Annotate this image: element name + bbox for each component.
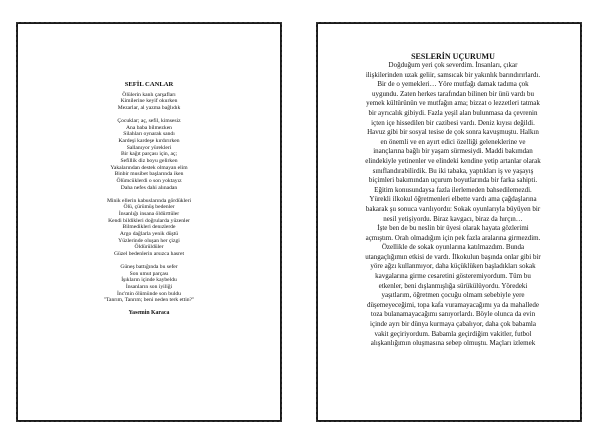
essay-line: Özellikle de sokak oyunlarına katılmazdım. Bunda xyxy=(381,243,525,252)
essay-line: sınıflandırabilirdik. Bu iki tabaka, yaptıkları iş ve yaşayış xyxy=(372,166,534,175)
essay xyxy=(348,52,558,349)
essay-line: en önemli ve en ayırt edici özelliği geleneklerine ve xyxy=(380,137,526,146)
poem-line: Minik ellerin kabuslarında gördükleri xyxy=(106,197,192,204)
essay-line: içinde ayrı bir dünya kurmaya çabalıyor, daha çok babamla xyxy=(370,320,536,329)
essay-line: Eğitim konusundaysa fazla ilerlemeden bahsedilemezdi. xyxy=(374,185,532,194)
essay-line: bakarak şu sonuca varılıyordu: Sokak oyunlarıyla büyüyen bir xyxy=(365,204,541,213)
poem-line: Sefillik diz boyu gelirken xyxy=(120,158,178,165)
poem-line: Bilmedikleri denızlerde xyxy=(122,224,176,231)
poem-line: Silahları oynarak sandı xyxy=(123,131,175,138)
poem xyxy=(18,82,280,317)
essay-line: Yürekli ilkokul öğretmenleri elbette vardı ama çağdaşlarına xyxy=(369,195,537,204)
poem-line: Sallanıyor yürekleri xyxy=(126,144,172,151)
essay-line: elindekiyle yetinenler ve elindeki kendine yetip artanlar olarak xyxy=(365,156,541,165)
poem-line: Ölülerin kanlı çarşafları xyxy=(122,91,176,98)
poem-line: Güneş battığında bu sefer xyxy=(120,263,178,270)
poem-stanza xyxy=(18,198,280,258)
poem-line: Son umut parçası xyxy=(129,270,169,277)
left-page xyxy=(18,24,280,420)
poem-line: İnc'min ölümünde son buldu xyxy=(117,290,181,297)
poem-line: Kardeşi kardeşe kırdırırken xyxy=(118,137,180,144)
poem-line: Yüzlerinde oluşan her çizgi xyxy=(118,237,180,244)
poem-line: Bir kağıt parçası için, aç; xyxy=(120,151,178,158)
poem-line: Daha nefes dahi alınadan xyxy=(120,184,178,191)
poem-line: Binbir musibet başlarında iken xyxy=(114,171,184,178)
essay-line: düşemeyeceğimi, topa kafa vuramayacağımı ya da mahallede xyxy=(366,300,539,309)
essay-line: içten içe hissedilen bir cazibesi vardı. Deniz kıyısı değildi. xyxy=(371,118,535,127)
poem-line: İşıkların içinde kaybeldu xyxy=(121,277,177,284)
poem-author: Yasemin Karaca xyxy=(128,310,170,317)
right-page xyxy=(318,24,580,420)
essay-line: açmıştım. Orah olmadığım için pek fazla aralarına girmezdim. xyxy=(365,233,541,242)
essay-line: vakit geçiriyordum. Babamla geçirdiğim vakitler, futbol xyxy=(374,329,532,338)
poem-stanza xyxy=(18,92,280,112)
poem-line: Güzel bedenlerin arsızca hasret xyxy=(113,251,185,258)
essay-line: toza bulanamayacağımı sanıyorlardı. Böyle olunca da evin xyxy=(370,310,536,319)
poem-line: Ölü, çürümüş bedenler xyxy=(123,204,175,211)
essay-line: nesil yetişiyordu. Biraz kavgacı, biraz da hırçın… xyxy=(383,214,523,223)
essay-line: utangaçlığımın etkisi de vardı. İlkokulun başında onlar gibi bir xyxy=(365,252,541,261)
poem-line: Argo dağlarla yenik düştü xyxy=(119,231,179,238)
essay-body xyxy=(348,61,558,349)
poem-line: İnsanların son iyiliği xyxy=(125,283,173,290)
poem-stanza xyxy=(18,118,280,192)
poem-line: Mezarlar, al yazma bağlıdık xyxy=(117,105,181,112)
essay-line: yemek kültürünün ve mutfağın ama; bizzat o lezzetleri tatmak xyxy=(366,99,540,108)
essay-line: yöre ağzı kullanmıyor, daha küçüklüken başladıkları sokak xyxy=(370,262,536,271)
essay-line: inançlarına bağlı bir yaşam sürmesiydi. Maddi bakımdan xyxy=(373,147,533,156)
essay-title: SESLERİN UÇURUMU xyxy=(411,52,495,61)
poem-stanza xyxy=(18,264,280,304)
poem-line: Öldürüldüler xyxy=(134,244,164,251)
essay-line: Havuz gibi bir sosyal tesise de çok sonra kavuşmuştu. Halkın xyxy=(367,128,539,137)
essay-line: bir ayrıcalık gibiydi. Fazla yeşil alan bulunmasa da çevrenin xyxy=(368,108,538,117)
essay-line: İşte ben de bu neslin bir üyesi olarak hayata gözlerimi xyxy=(377,224,529,233)
poem-line: "Tanrım, Tanrım; beni neden terk ettin?" xyxy=(103,297,195,304)
poem-line: Yakalarından destek olmayan elim xyxy=(110,164,188,171)
poem-line: Ana baba bilmezken xyxy=(126,124,172,131)
poem-line: Kimilerine keyif okurken xyxy=(120,98,178,105)
essay-line: Doğduğum yeri çok severdim. İnsanları, çıkar xyxy=(388,61,518,69)
poem-line: Çocuklar; aç, sefil, kimsesiz xyxy=(117,117,181,124)
poem-line: İnsanlığı insana öldürttüler xyxy=(118,210,180,217)
essay-line: alışkanlığımın oluşmasına sebep olmuştu. Maçları izlemek xyxy=(370,339,536,348)
essay-line: etkenler, beni dışlanmışlığa sürükülüyordu. Yöredeki xyxy=(378,281,528,290)
essay-line: ilişkilerinden uzak geliir, samsıcak bir yakınlık barındırırlardı. xyxy=(365,70,541,79)
essay-line: uygundu. Zaten herkes tarafından bilinen bir ünü vardı bu xyxy=(372,89,534,98)
essay-line: biçimleri bakımından uçurum boyutlarında bir farka sahipti. xyxy=(368,176,538,185)
poem-stanzas xyxy=(18,92,280,304)
essay-line: kavgalarına girme cesaretini gösteremiyordum. Tüm bu xyxy=(375,272,531,281)
poem-line: Kendi bildikleri doğrularda yüzenler xyxy=(108,217,190,224)
poem-line: Ölümcüklerdi o son yoktayız xyxy=(116,178,182,185)
essay-line: Bir de o yemekleri… Yöre mutfağı damak tadıma çok xyxy=(377,80,529,89)
essay-line: yaşıtlarım, öğretmen çocuğu olmam sebebiyle yere xyxy=(381,291,525,300)
poem-title: SEFİL CANLAR xyxy=(124,81,174,88)
